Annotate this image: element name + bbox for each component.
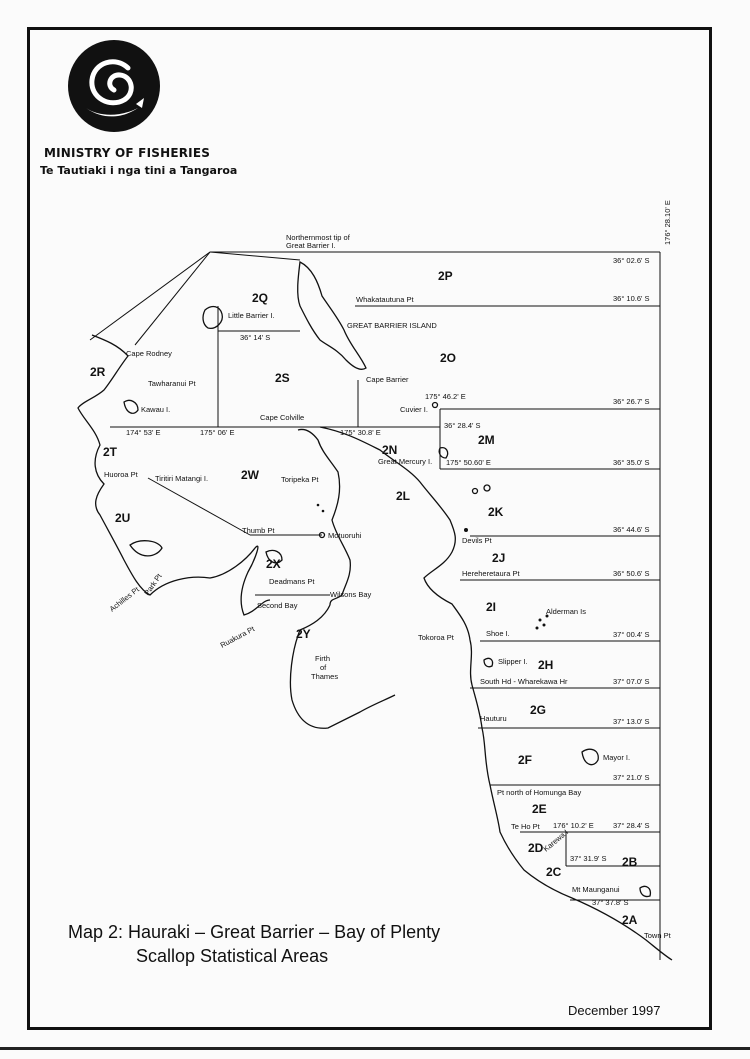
place-label: Tokoroa Pt [418, 633, 454, 642]
place-label: Firth [315, 654, 330, 663]
area-2X: 2X [266, 557, 281, 571]
lat-label: 36° 14' S [240, 333, 271, 342]
place-label: Mt Maunganui [572, 885, 620, 894]
place-label: Mayor I. [603, 753, 631, 762]
place-label: Thumb Pt [242, 526, 275, 535]
organisation-name: MINISTRY OF FISHERIES [44, 146, 211, 160]
place-label: Devils Pt [462, 536, 492, 545]
longitude-edge-label: 176° 28.10' E [663, 200, 672, 245]
lat-label: 36° 02.6' S [613, 256, 650, 265]
area-2H: 2H [538, 658, 554, 672]
lat-label: 37° 00.4' S [613, 630, 650, 639]
place-label: Cuvier I. [400, 405, 428, 414]
area-2R: 2R [90, 365, 106, 379]
place-label: Hauturu [480, 714, 507, 723]
place-label: Toripeka Pt [281, 475, 319, 484]
area-2E: 2E [532, 802, 547, 816]
map-date: December 1997 [568, 1003, 661, 1018]
place-label: Pt north of Homunga Bay [497, 788, 582, 797]
place-label: Cape Colville [260, 413, 305, 422]
lat-label: 36° 10.6' S [613, 294, 650, 303]
area-2N: 2N [382, 443, 398, 457]
area-2A: 2A [622, 913, 638, 927]
place-label: Hereheretaura Pt [462, 569, 520, 578]
island-dots [317, 504, 549, 630]
organisation-maori-name: Te Tautiaki i nga tini a Tangaroa [40, 164, 238, 177]
area-2B: 2B [622, 855, 638, 869]
lat-label: 37° 07.0' S [613, 677, 650, 686]
lon-label: 175° 46.2' E [425, 392, 466, 401]
place-label: Kawau I. [141, 405, 171, 414]
lat-label: 37° 31.9' S [570, 854, 607, 863]
area-2M: 2M [478, 433, 495, 447]
area-2K: 2K [488, 505, 504, 519]
place-label: Motuoruhi [328, 531, 362, 540]
map-title-line2: Scallop Statistical Areas [136, 946, 329, 966]
place-label: Second Bay [257, 601, 298, 610]
place-label: Slipper I. [498, 657, 528, 666]
area-2I: 2I [486, 600, 497, 614]
area-2D: 2D [528, 841, 544, 855]
lat-label: 37° 13.0' S [613, 717, 650, 726]
area-2Y: 2Y [296, 627, 311, 641]
place-label: Cape Rodney [126, 349, 172, 358]
place-label: Great Barrier I. [286, 241, 336, 250]
area-2Q: 2Q [252, 291, 269, 305]
place-label: Achilles Pt [107, 584, 141, 614]
lon-label: 175° 06' E [200, 428, 235, 437]
place-label: Little Barrier I. [228, 311, 275, 320]
lat-label: 36° 44.6' S [613, 525, 650, 534]
place-label: Thames [311, 672, 339, 681]
place-label: Town Pt [644, 931, 671, 940]
place-label: Deadmans Pt [269, 577, 315, 586]
place-label: Whakatautuna Pt [356, 295, 414, 304]
place-label: Huoroa Pt [104, 470, 138, 479]
place-label: of [320, 663, 327, 672]
place-label: Ruakura Pt [218, 624, 257, 650]
place-label: Tiritiri Matangi I. [155, 474, 209, 483]
area-2W: 2W [241, 468, 259, 482]
place-label: Karewa I. [541, 826, 572, 854]
place-label: Alderman Is [546, 607, 587, 616]
area-2G: 2G [530, 703, 547, 717]
place-label: Cape Barrier [366, 375, 409, 384]
lat-label: 37° 37.8' S [592, 898, 629, 907]
area-2O: 2O [440, 351, 457, 365]
area-2L: 2L [396, 489, 411, 503]
lon-label: 176° 10.2' E [553, 821, 594, 830]
lat-label: 36° 26.7' S [613, 397, 650, 406]
lon-label: 175° 50.60' E [446, 458, 491, 467]
lon-label: 175° 30.8' E [340, 428, 381, 437]
map-title [68, 920, 440, 968]
place-label: Te Ho Pt [511, 822, 540, 831]
lat-label: 36° 28.4' S [444, 421, 481, 430]
area-2C: 2C [546, 865, 562, 879]
lat-label: 36° 50.6' S [613, 569, 650, 578]
place-label: Park Pt [142, 571, 164, 598]
place-label: Shoe I. [486, 629, 510, 638]
place-label: Northernmost tip of [286, 233, 350, 242]
area-2U: 2U [115, 511, 131, 525]
map-title-line1: Map 2: Hauraki – Great Barrier – Bay of Plenty [68, 922, 441, 942]
area-2J: 2J [492, 551, 506, 565]
lat-label: 37° 28.4' S [613, 821, 650, 830]
place-label: South Hd - Wharekawa Hr [480, 677, 568, 686]
place-label: Tawharanui Pt [148, 379, 196, 388]
area-2P: 2P [438, 269, 453, 283]
lon-label: 174° 53' E [126, 428, 161, 437]
place-labels [104, 233, 672, 940]
area-2F: 2F [518, 753, 533, 767]
place-label: Great Mercury I. [378, 457, 433, 466]
lat-label: 37° 21.0' S [613, 773, 650, 782]
area-2T: 2T [103, 445, 118, 459]
area-2S: 2S [275, 371, 290, 385]
place-label: Wilsons Bay [330, 590, 372, 599]
lat-label: 36° 35.0' S [613, 458, 650, 467]
place-label: GREAT BARRIER ISLAND [347, 321, 437, 330]
